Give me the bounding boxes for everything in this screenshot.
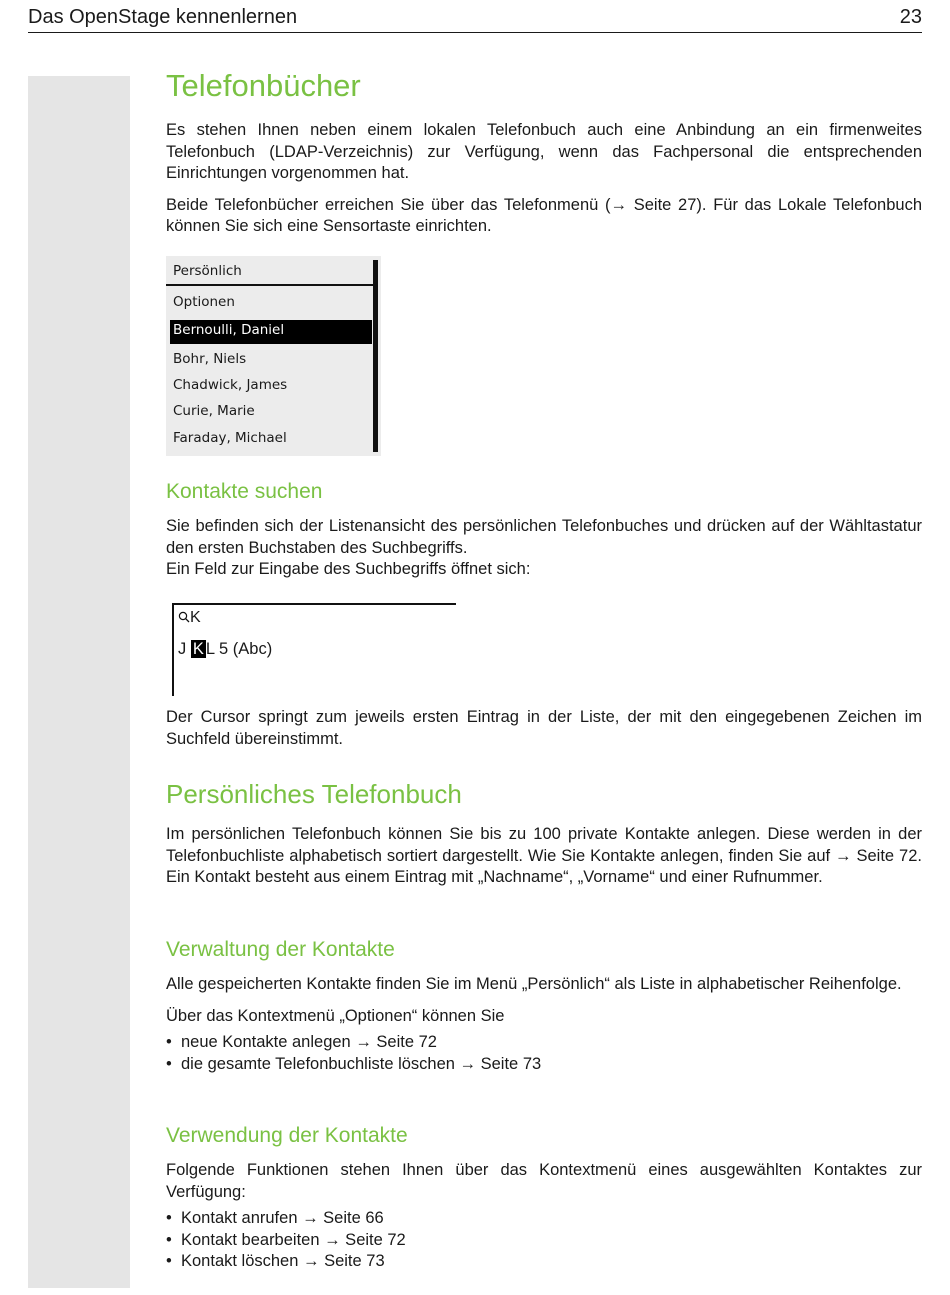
bullet-item: • Kontakt löschen → Seite 73 xyxy=(166,1251,922,1273)
paragraph: Ein Feld zur Eingabe des Suchbegriffs öffnet sich: xyxy=(166,560,531,578)
section-persoenliches-telefonbuch xyxy=(166,777,922,889)
section-kontakte-suchen-cont xyxy=(166,707,922,750)
frame-left xyxy=(172,603,174,696)
paragraph: Es stehen Ihnen neben einem lokalen Telefonbuch auch eine Anbindung an ein firmenweites Telefonbuch (LDAP-Verzeichnis) zur Verfügung, wenn das Fachpersonal die entsprechenden Einrichtungen vorgenommen hat. xyxy=(166,121,922,182)
list-item[interactable]: Optionen xyxy=(173,294,235,310)
section-kontakte-suchen xyxy=(166,478,922,581)
divider xyxy=(166,284,376,286)
list-item[interactable]: Curie, Marie xyxy=(173,403,255,419)
magnifier-icon xyxy=(178,611,190,623)
paragraph: Über das Kontextmenü „Optionen“ können Sie xyxy=(166,1006,505,1025)
scrollbar xyxy=(373,260,378,452)
paragraph: Beide Telefonbücher erreichen Sie über das Telefonmenü (→ Seite 27). Für das Lokale Telefonbuch können Sie sich eine Sensortaste einrichten. xyxy=(166,195,922,235)
key-char-selected: K xyxy=(192,640,204,658)
bullet-item: • neue Kontakte anlegen → Seite 72 xyxy=(166,1032,922,1054)
phone-list-header: Persönlich xyxy=(173,263,242,279)
phone-list-display xyxy=(166,256,381,456)
key-char: J xyxy=(178,640,187,658)
header-rule xyxy=(28,32,922,33)
key-characters xyxy=(178,640,272,659)
side-band xyxy=(28,76,130,1288)
section-telefonbuecher xyxy=(166,66,922,238)
frame-top xyxy=(172,603,456,605)
bullet-item: • die gesamte Telefonbuchliste löschen → Seite 73 xyxy=(166,1054,922,1076)
bullet-list xyxy=(166,1208,922,1273)
subsection-heading: Kontakte suchen xyxy=(166,480,323,503)
paragraph: Im persönlichen Telefonbuch können Sie bis zu 100 private Kontakte anlegen. Diese werden in der Telefonbuchliste alphabetisch sortiert dargestellt. Wie Sie Kontakte anlegen, finden Sie auf → Seite 72. Ein Kontakt besteht aus einem Eintrag mit „Nachname“, „Vorname“ und einer Rufnummer. xyxy=(166,825,922,886)
page-number: 23 xyxy=(899,6,922,28)
list-item-selected[interactable]: Bernoulli, Daniel xyxy=(173,322,285,338)
paragraph: Sie befinden sich der Listenansicht des persönlichen Telefonbuches und drücken auf der Wähltastatur den ersten Buchstaben des Suchbegriffs. xyxy=(166,517,922,557)
list-item[interactable]: Faraday, Michael xyxy=(173,430,287,446)
paragraph: Folgende Funktionen stehen Ihnen über das Kontextmenü eines ausgewählten Kontaktes zur Verfügung: xyxy=(166,1161,922,1201)
bullet-item: • Kontakt anrufen → Seite 66 xyxy=(166,1208,922,1230)
search-field-display xyxy=(172,603,456,696)
bullet-item: • Kontakt bearbeiten → Seite 72 xyxy=(166,1230,922,1252)
list-item[interactable]: Chadwick, James xyxy=(173,377,288,393)
subsection-heading: Verwendung der Kontakte xyxy=(166,1124,408,1147)
section-heading: Telefonbücher xyxy=(166,68,361,103)
search-query-text: K xyxy=(190,609,201,626)
subsection-heading: Verwaltung der Kontakte xyxy=(166,938,395,961)
section-verwendung xyxy=(166,1122,922,1273)
key-char-rest: L 5 (Abc) xyxy=(205,640,273,658)
paragraph: Alle gespeicherten Kontakte finden Sie im Menü „Persönlich“ als Liste in alphabetischer Reihenfolge. xyxy=(166,975,902,993)
paragraph: Der Cursor springt zum jeweils ersten Eintrag in der Liste, der mit den eingegebenen Zeichen im Suchfeld übereinstimmt. xyxy=(166,708,922,748)
list-item[interactable]: Bohr, Niels xyxy=(173,351,247,367)
search-query[interactable] xyxy=(178,609,201,627)
bullet-list xyxy=(166,1032,922,1075)
section-heading: Persönliches Telefonbuch xyxy=(166,779,462,809)
section-verwaltung xyxy=(166,936,922,1075)
running-header-title: Das OpenStage kennenlernen xyxy=(28,6,298,28)
